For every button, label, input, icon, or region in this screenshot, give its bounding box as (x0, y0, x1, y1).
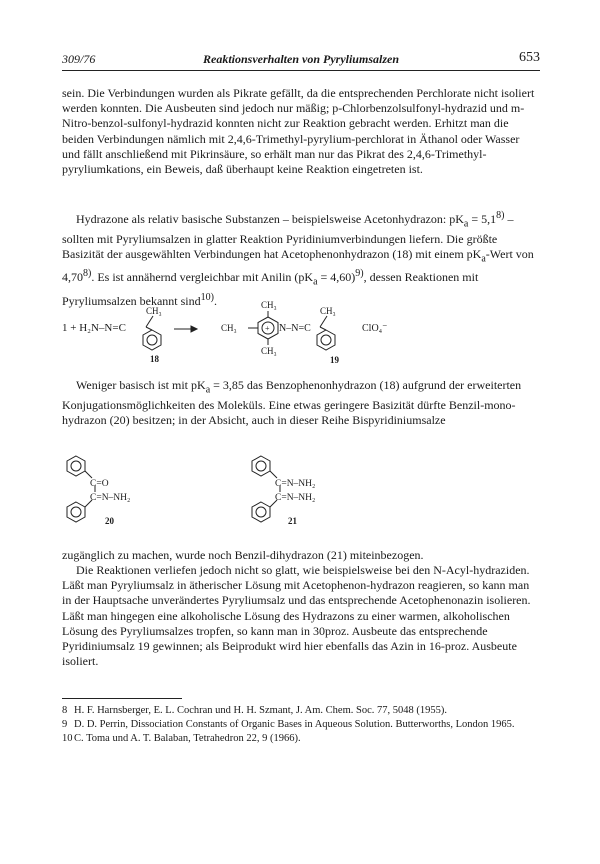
hydrazone-label-21b: C=N–NH₂ (275, 493, 316, 503)
p3-seg1: Weniger basisch ist mit pK (76, 378, 206, 392)
reactant-formula: 1 + H₂N–N=C (62, 322, 126, 334)
phenyl-ring-18 (143, 330, 161, 350)
header-rule (62, 70, 540, 71)
perchlorate: ClO₄⁻ (362, 323, 388, 334)
footnote-10 (62, 732, 540, 746)
footnotes (62, 704, 540, 746)
ch3-19: CH₃ (320, 306, 336, 316)
hydrazone-label-21a: C=N–NH₂ (275, 479, 316, 489)
footnote-8 (62, 704, 540, 718)
footnote-text: C. Toma und A. T. Balaban, Tetrahedron 22, 9 (1966). (74, 733, 301, 744)
footnote-text: D. D. Perrin, Dissociation Constants of Organic Bases in Aqueous Solution. Butterworths, London 1965. (74, 719, 515, 730)
paragraph-5-text: Die Reaktionen verliefen jedoch nicht so glatt, wie beispielsweise bei den N-Acyl-hydraziden. Läßt man Pyryliumsalz in ätherischer Lösung mit Acetophenon-hydrazon reagieren, so kann man in der Hauptsache unverändertes Pyryliumsalz und das entsprechende Acetophenonazin isolieren. Läßt man hingegen eine alkoholische Lösung des Hydrazons zu einer warmen, alkoholischen Lösung des Pyryliumsalzes tropfen, so kann man in 30proz. Ausbeute das entsprechende Pyridiniumsalz 19 gewinnen; als Beiprodukt wird hier ebenfalls das Azin in 16-proz. Ausbeute isoliert. (62, 563, 531, 669)
compound-label-21: 21 (288, 516, 297, 526)
phenyl-ring-19 (317, 330, 335, 350)
n-n-c-label: N–N=C (279, 323, 311, 334)
compound-label-18: 18 (150, 354, 159, 364)
benzil-top-ring-20 (67, 456, 85, 476)
p2-seg3: – sollten mit Pyryliumsalzen in glatter Reaktion Pyridiniumverbindungen liefern. Die größte Basizität der ausgewählten Verbindungen hat Acetophenonhydrazon (18) mit einem pK (62, 212, 514, 261)
footnote-9 (62, 718, 540, 732)
running-title: Reaktionsverhalten von Pyryliumsalzen (202, 52, 399, 66)
journal-issue: 309/76 (62, 52, 96, 66)
scheme-2-drawing (62, 448, 540, 530)
p2-sub1: a (463, 218, 469, 230)
reaction-scheme-1 (62, 291, 540, 364)
p2-ref8: 8) (496, 210, 505, 221)
paragraph-4 (62, 548, 540, 563)
p2-ref9: 9) (355, 268, 364, 280)
p3-sub: a (205, 384, 211, 396)
compound-label-20: 20 (105, 516, 114, 526)
p2-seg5: . Es ist annähernd vergleichbar mit Anilin (pK (91, 270, 314, 285)
running-header (62, 50, 540, 68)
p2-ref10: 10) (200, 291, 214, 303)
benzil-top-ring-21 (252, 456, 270, 476)
footnote-rule (62, 698, 182, 699)
p2-seg7: , dessen Reaktionen mit Pyryliumsalzen bekannt sind (62, 270, 479, 308)
benzil-bottom-ring-20 (67, 502, 85, 522)
p2-seg8: . (214, 293, 217, 308)
footnote-text: H. F. Harnsberger, E. L. Cochran und H. H. Szmant, J. Am. Chem. Soc. 77, 5048 (1955). (74, 705, 448, 716)
footnote-number: 10 (62, 733, 73, 744)
p2-seg1: Hydrazone als relativ basische Substanzen – beispielsweise Acetonhydrazon: pK (76, 212, 464, 226)
p2-sub3: a (313, 276, 318, 288)
paragraph-3-text (62, 378, 540, 428)
structures-20-21 (62, 448, 540, 530)
footnote-number: 9 (62, 719, 68, 730)
page-number: 653 (519, 50, 540, 65)
ch3-left: CH₃ (221, 323, 237, 333)
carbonyl-label: C=O (90, 479, 109, 489)
paragraph-4-text: zugänglich zu machen, wurde noch Benzil-dihydrazon (21) miteinbezogen. (62, 548, 424, 562)
compound-label-19: 19 (330, 355, 339, 364)
paragraph-1 (62, 86, 540, 177)
ch3-18: CH₃ (146, 306, 162, 316)
ch3-bottom: CH₃ (261, 346, 277, 356)
paragraph-1-text: sein. Die Verbindungen wurden als Pikrate gefällt, da die entsprechenden Perchlorate nicht isoliert werden konnten. Die Ausbeuten sind jedoch nur mäßig; p-Chlorbenzolsulfonyl-hydrazid und m-Nitro-benzol-sulfonyl-hydrazid konnten nicht zur Reaktion gebracht werden. Erhitzt man die beiden Verbindungen nämlich mit 2,4,6-Trimethyl-pyrylium-perchlorat in Äthanol oder Wasser und fällt anschließend mit Pikrinsäure, so erhält man nur das Pikrat des 2,4,6-Trimethyl-pyryliumkations, ein Beweis, daß überhaupt keine Reaktion eingetreten ist. (62, 86, 535, 177)
p3-seg2: = 3,85 das Benzophenonhydrazon (18) aufgrund der erweiterten Konjugationsmöglichkeiten des Moleküls. Eine etwas geringere Basizität dürfte Benzil-mono-hydrazon (20) besitzen; in der Absicht, auch in dieser Reihe Bispyridiniumsalze (62, 378, 522, 427)
paragraph-5 (62, 563, 540, 669)
plus-charge: + (265, 324, 270, 333)
ch3-top: CH₃ (261, 300, 277, 310)
benzil-bottom-ring-21 (252, 502, 270, 522)
p2-sub2: a (481, 253, 486, 265)
p2-seg2: = 5,1 (468, 212, 497, 226)
scheme-1-drawing (62, 291, 540, 364)
p2-ref8b: 8) (83, 268, 92, 280)
hydrazone-label-20: C=N–NH₂ (90, 493, 131, 503)
p2-seg4: -Wert von 4,70 (62, 246, 534, 285)
p2-seg6: = 4,60) (317, 270, 356, 285)
footnote-number: 8 (62, 705, 68, 716)
paragraph-3 (62, 378, 540, 428)
